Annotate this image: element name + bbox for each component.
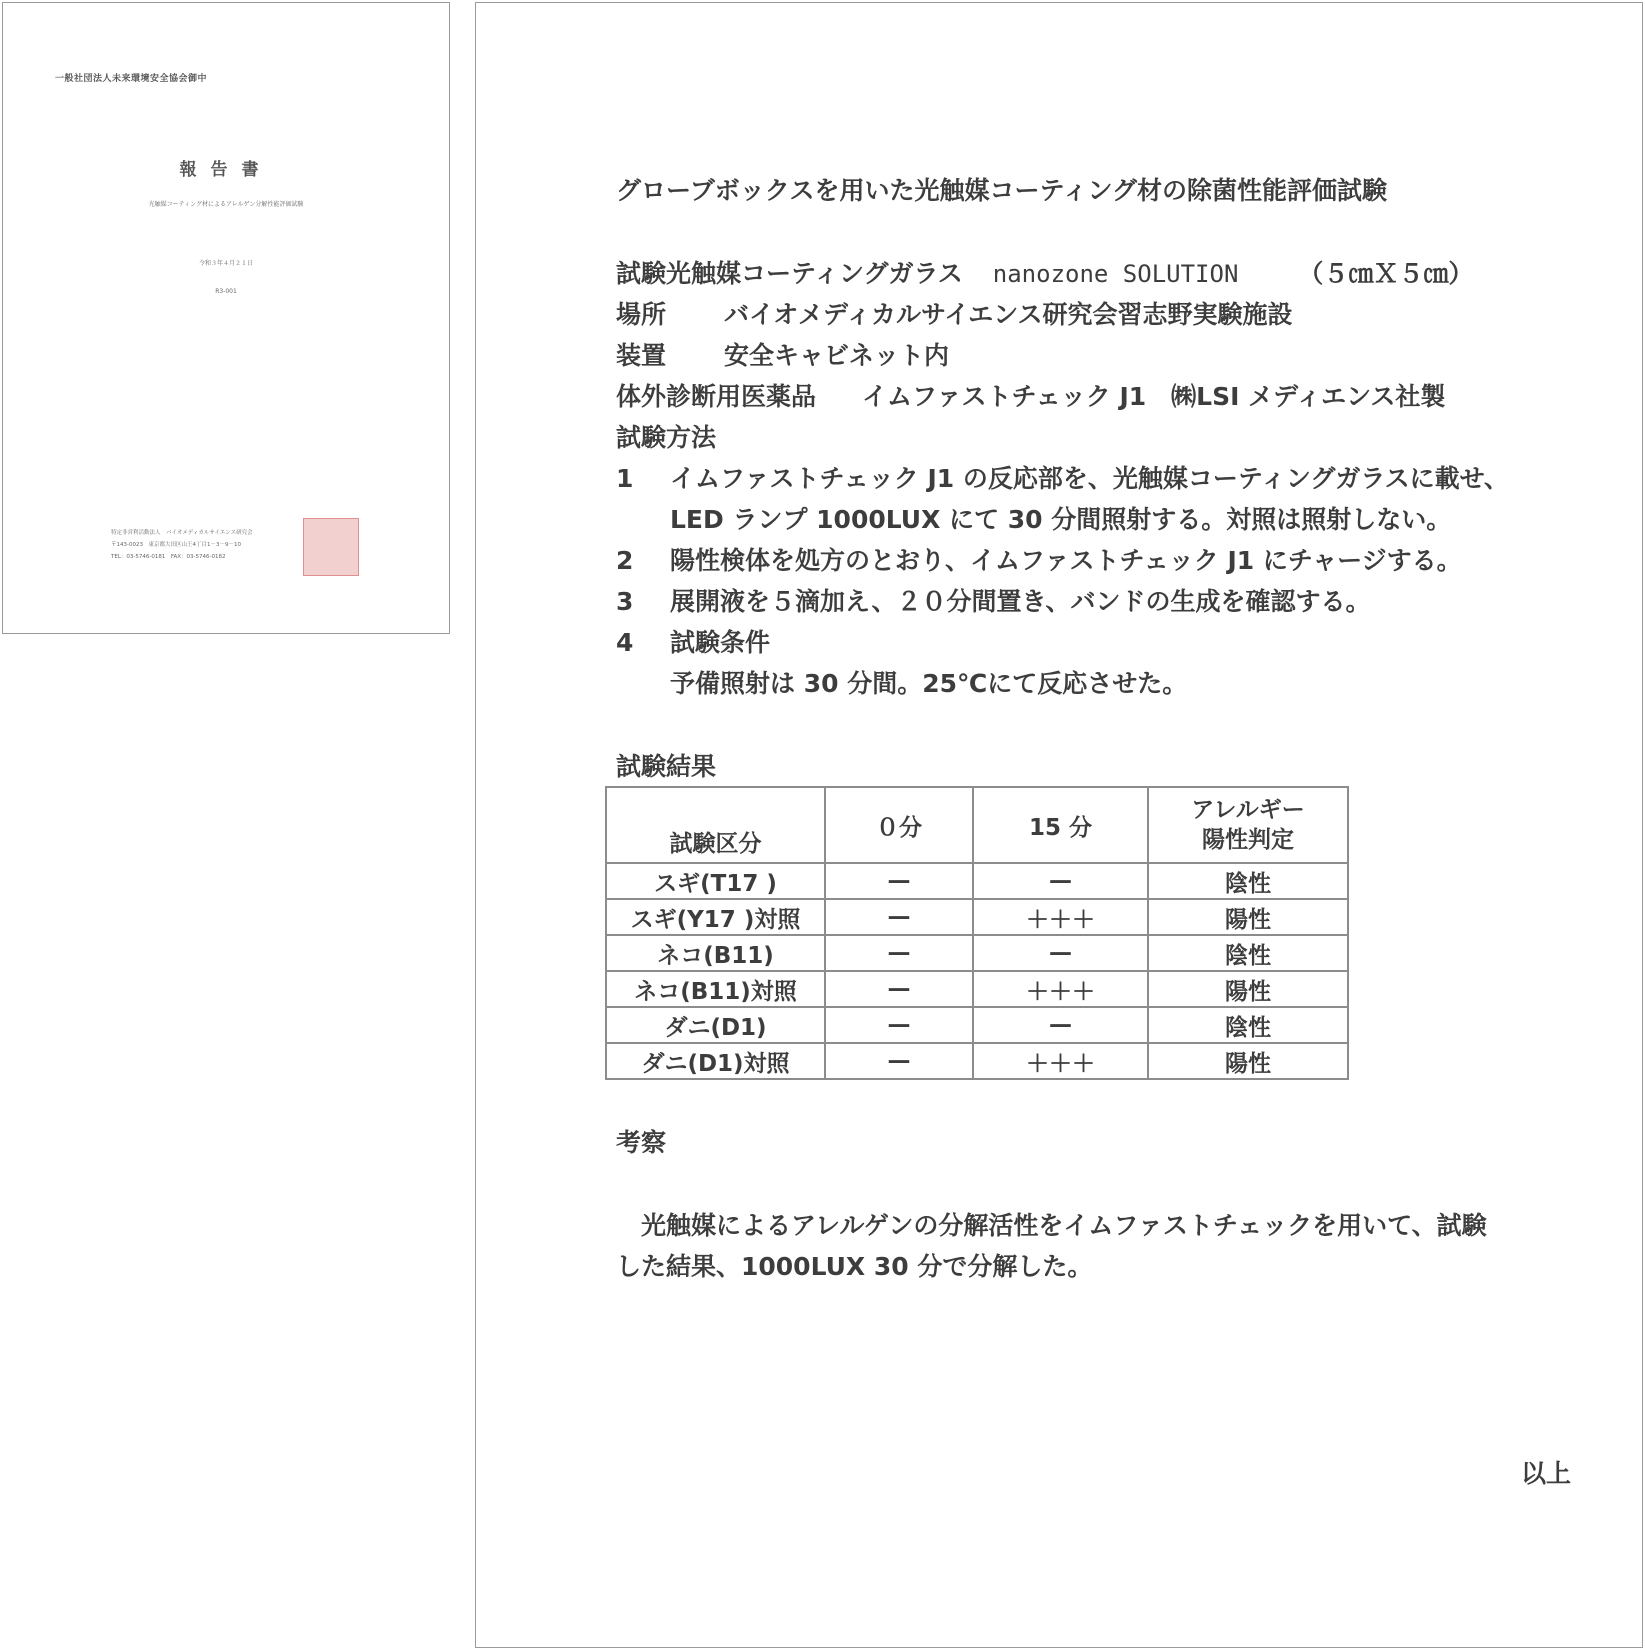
table-cell: — — [973, 935, 1148, 971]
table-row — [606, 971, 1348, 1007]
table-cell: 陽性 — [1148, 971, 1348, 1007]
table-row — [606, 935, 1348, 971]
table-header-0min: ０分 — [825, 787, 973, 863]
cover-number: R3-001 — [215, 288, 237, 295]
cover-address-line: 特定非営利活動法人 バイオメディカルサイエンス研究会 — [111, 530, 253, 536]
table-header-judgement-line1: アレルギー — [1191, 797, 1305, 823]
equipment-line — [616, 340, 949, 372]
step-item — [616, 627, 770, 659]
table-cell: — — [825, 899, 973, 935]
table-cell: ネコ(B11) — [606, 935, 825, 971]
closing-text: 以上 — [1521, 1459, 1572, 1488]
step-number: 3 — [616, 587, 634, 616]
method-label: 試験方法 — [616, 423, 717, 452]
results-label: 試験結果 — [616, 752, 717, 781]
table-cell: — — [825, 863, 973, 899]
location-label: 場所 — [616, 300, 667, 329]
step-text: 展開液を５滴加え、２０分間置き、バンドの生成を確認する。 — [670, 587, 1371, 616]
table-cell: ダニ(D1)対照 — [606, 1043, 825, 1079]
cover-address — [111, 527, 253, 563]
table-cell: — — [825, 1043, 973, 1079]
table-cell: 陰性 — [1148, 1007, 1348, 1043]
table-header-judgement — [1148, 787, 1348, 863]
table-cell: ＋＋＋ — [973, 1043, 1148, 1079]
table-header-judgement-line2: 陽性判定 — [1202, 827, 1294, 853]
cover-address-line: 〒143-0023 東京都大田区山王4丁目1－3－9－10 — [111, 542, 241, 548]
diagnostic-value: イムファストチェック J1 ㈱LSI メディエンス社製 — [862, 382, 1446, 411]
seal-stamp-icon — [303, 518, 359, 576]
table-row — [606, 863, 1348, 899]
cover-title: 報告書 — [179, 160, 273, 180]
table-cell: ＋＋＋ — [973, 899, 1148, 935]
table-cell: 陽性 — [1148, 899, 1348, 935]
table-header-15min: 15 分 — [973, 787, 1148, 863]
cover-address-line: TEL：03-5746-0181 FAX：03-5746-0182 — [111, 554, 226, 560]
step-number: 2 — [616, 546, 634, 575]
step-text-continued: 予備照射は 30 分間。25℃にて反応させた。 — [670, 669, 1188, 698]
table-cell: スギ(T17 ) — [606, 863, 825, 899]
table-cell: — — [973, 863, 1148, 899]
table-header-row — [606, 787, 1348, 863]
test-glass-line — [616, 258, 1473, 290]
discussion-label: 考察 — [616, 1128, 667, 1157]
equipment-label: 装置 — [616, 341, 667, 370]
table-row — [606, 1007, 1348, 1043]
test-glass-size: （５㎝Ｘ５㎝） — [1298, 259, 1474, 288]
cover-organization: 一般社団法人未来環境安全協会御中 — [55, 74, 208, 84]
step-number: 4 — [616, 628, 634, 657]
table-cell: 陽性 — [1148, 1043, 1348, 1079]
cover-date: 令和３年４月２１日 — [198, 260, 253, 267]
diagnostic-label: 体外診断用医薬品 — [616, 382, 817, 411]
step-item — [616, 463, 1509, 495]
table-cell: ＋＋＋ — [973, 971, 1148, 1007]
table-row — [606, 1043, 1348, 1079]
table-cell: 陰性 — [1148, 935, 1348, 971]
table-cell: — — [825, 971, 973, 1007]
cover-subtitle: 光触媒コーティング材によるアレルゲン分解性能評価試験 — [148, 201, 304, 208]
step-item — [616, 586, 1371, 618]
step-number: 1 — [616, 464, 634, 493]
table-header-category: 試験区分 — [606, 787, 825, 863]
table-cell: スギ(Y17 )対照 — [606, 899, 825, 935]
discussion-text: した結果、1000LUX 30 分で分解した。 — [616, 1252, 1093, 1281]
discussion-text: 光触媒によるアレルゲンの分解活性をイムファストチェックを用いて、試験 — [641, 1211, 1487, 1240]
location-line — [616, 299, 1293, 331]
step-text: 陽性検体を処方のとおり、イムファストチェック J1 にチャージする。 — [670, 546, 1462, 575]
test-glass-label: 試験光触媒コーティングガラス — [616, 259, 963, 288]
report-heading: グローブボックスを用いた光触媒コーティング材の除菌性能評価試験 — [616, 176, 1388, 205]
results-table — [605, 786, 1349, 1080]
test-glass-product: nanozone SOLUTION — [992, 260, 1239, 288]
table-row — [606, 899, 1348, 935]
table-cell: — — [825, 1007, 973, 1043]
table-cell: — — [825, 935, 973, 971]
table-cell: ダニ(D1) — [606, 1007, 825, 1043]
table-cell: — — [973, 1007, 1148, 1043]
cover-page-thumbnail[interactable] — [2, 2, 450, 634]
step-text: 試験条件 — [670, 628, 771, 657]
step-text-continued: LED ランプ 1000LUX にて 30 分間照射する。対照は照射しない。 — [670, 505, 1452, 534]
equipment-value: 安全キャビネット内 — [724, 341, 950, 370]
location-value: バイオメディカルサイエンス研究会習志野実験施設 — [724, 300, 1293, 329]
step-item — [616, 545, 1462, 577]
table-cell: 陰性 — [1148, 863, 1348, 899]
report-page[interactable] — [475, 2, 1643, 1648]
diagnostic-line — [616, 381, 1445, 413]
table-cell: ネコ(B11)対照 — [606, 971, 825, 1007]
step-text: イムファストチェック J1 の反応部を、光触媒コーティングガラスに載せ、 — [670, 464, 1509, 493]
